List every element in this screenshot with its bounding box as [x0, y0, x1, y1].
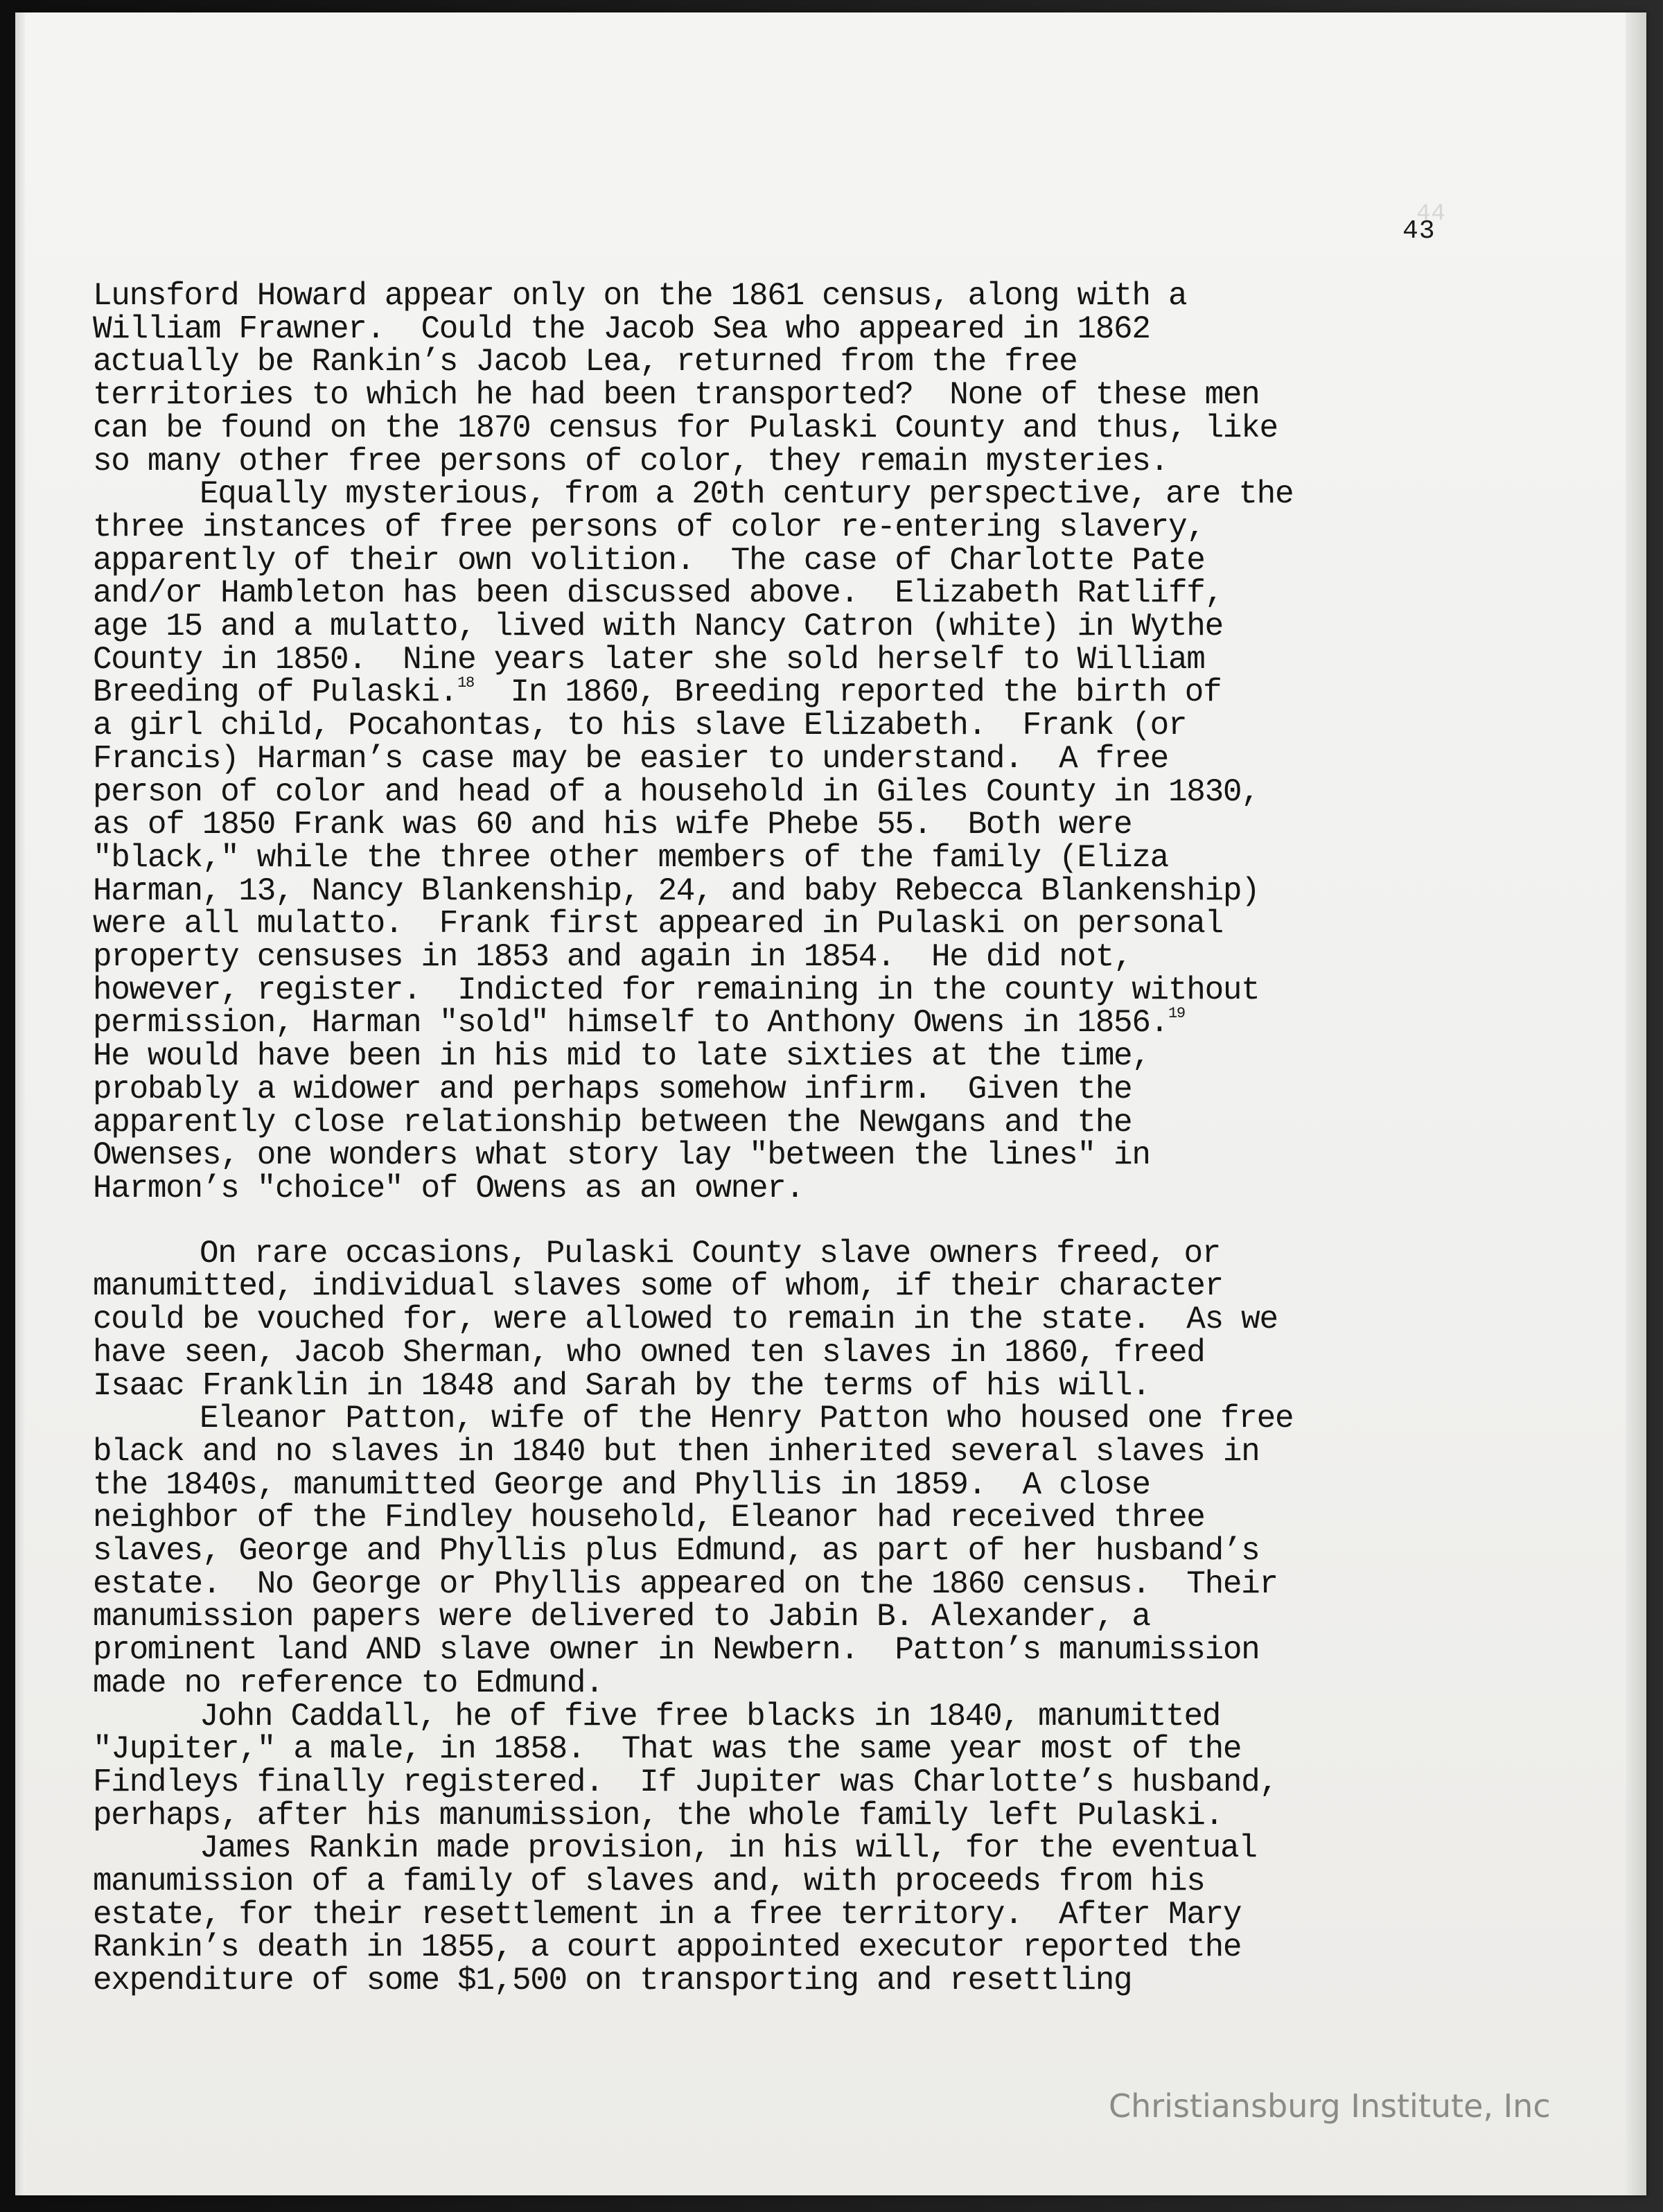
paragraph-start-line: Equally mysterious, from a 20th century perspective, are the — [200, 476, 1294, 513]
line-part: Breeding of Pulaski. — [93, 674, 458, 711]
text-line: Francis) Harman’s case may be easier to understand. A free — [93, 740, 1168, 777]
footnote-ref-19: 19 — [1168, 1005, 1185, 1023]
text-line: apparently close relationship between the Newgans and the — [93, 1104, 1132, 1141]
watermark: Christiansburg Institute, Inc — [1109, 2087, 1551, 2125]
text-line: a girl child, Pocahontas, to his slave Elizabeth. Frank (or — [93, 708, 1187, 744]
text-line: William Frawner. Could the Jacob Sea who appeared in 1862 — [93, 310, 1150, 347]
line-part: In 1860, Breeding reported the birth of — [510, 674, 1222, 711]
text-line: He would have been in his mid to late sixties at the time, — [93, 1038, 1150, 1075]
text-line: Harman, 13, Nancy Blankenship, 24, and baby Rebecca Blankenship) — [93, 872, 1260, 909]
text-line: made no reference to Edmund. — [93, 1665, 604, 1701]
text-line: the 1840s, manumitted George and Phyllis in 1859. A close — [93, 1466, 1150, 1503]
line-part — [474, 674, 511, 710]
text-line: three instances of free persons of color re-entering slavery, — [93, 509, 1205, 545]
text-line: however, register. Indicted for remaining in the county without — [93, 972, 1260, 1008]
text-line: manumission of a family of slaves and, with proceeds from his — [93, 1863, 1205, 1900]
footnote-ref-18: 18 — [457, 674, 474, 692]
text-line: manumitted, individual slaves some of whom, if their character — [93, 1268, 1223, 1305]
text-line: black and no slaves in 1840 but then inherited several slaves in — [93, 1433, 1260, 1470]
paragraph-start-line: On rare occasions, Pulaski County slave owners freed, or — [200, 1235, 1221, 1272]
text-line: estate, for their resettlement in a free territory. After Mary — [93, 1896, 1242, 1933]
text-line: expenditure of some $1,500 on transporting and resettling — [93, 1963, 1132, 1999]
text-line: person of color and head of a household in Giles County in 1830, — [93, 773, 1260, 810]
text-line: Rankin’s death in 1855, a court appointed executor reported the — [93, 1929, 1242, 1966]
text-line: manumission papers were delivered to Jabin B. Alexander, a — [93, 1599, 1150, 1635]
page-left-edge — [15, 12, 25, 2195]
text-line: County in 1850. Nine years later she sold herself to William — [93, 641, 1205, 678]
text-line: estate. No George or Phyllis appeared on the 1860 census. Their — [93, 1565, 1278, 1602]
page-number: 43 — [1402, 216, 1436, 246]
text-line: have seen, Jacob Sherman, who owned ten slaves in 1860, freed — [93, 1334, 1205, 1371]
text-line: were all mulatto. Frank first appeared in Pulaski on personal — [93, 906, 1223, 942]
text-line: property censuses in 1853 and again in 1854. He did not, — [93, 939, 1132, 976]
text-line: neighbor of the Findley household, Eleanor had received three — [93, 1500, 1205, 1536]
text-line — [93, 1007, 1479, 1040]
text-line: "black," while the three other members of the family (Eliza — [93, 839, 1168, 876]
text-line: can be found on the 1870 census for Pulaski County and thus, like — [93, 410, 1278, 446]
text-line: so many other free persons of color, they remain mysteries. — [93, 443, 1168, 480]
text-line: prominent land AND slave owner in Newbern. Patton’s manumission — [93, 1632, 1260, 1669]
paragraph-gap — [93, 1206, 1479, 1238]
text-line: could be vouched for, were allowed to remain in the state. As we — [93, 1301, 1278, 1338]
text-line: and/or Hambleton has been discussed above. Elizabeth Ratliff, — [93, 575, 1223, 612]
line-part: permission, Harman "sold" himself to Anthony Owens in 1856. — [93, 1005, 1168, 1042]
text-line: Owenses, one wonders what story lay "between the lines" in — [93, 1137, 1150, 1174]
text-line: perhaps, after his manumission, the whole family left Pulaski. — [93, 1797, 1223, 1834]
text-line: Harmon’s "choice" of Owens as an owner. — [93, 1170, 804, 1206]
text-line: actually be Rankin’s Jacob Lea, returned from the free — [93, 344, 1077, 380]
text-line: "Jupiter," a male, in 1858. That was the same year most of the — [93, 1731, 1242, 1768]
paragraph-start-line: James Rankin made provision, in his will, for the eventual — [200, 1830, 1257, 1867]
text-line: age 15 and a mulatto, lived with Nancy Catron (white) in Wythe — [93, 608, 1223, 645]
body-text — [93, 280, 1479, 1998]
text-line — [93, 676, 1479, 710]
bleed-through-page-number: 44 — [1416, 201, 1446, 227]
text-line: Findleys finally registered. If Jupiter was Charlotte’s husband, — [93, 1764, 1278, 1800]
text-line: Lunsford Howard appear only on the 1861 census, along with a — [93, 278, 1187, 314]
text-line: territories to which he had been transported? None of these men — [93, 377, 1260, 414]
text-line: Isaac Franklin in 1848 and Sarah by the terms of his will. — [93, 1367, 1150, 1404]
text-line: as of 1850 Frank was 60 and his wife Phebe 55. Both were — [93, 807, 1132, 843]
text-line: apparently of their own volition. The case of Charlotte Pate — [93, 542, 1205, 579]
text-line: probably a widower and perhaps somehow infirm. Given the — [93, 1071, 1132, 1107]
paragraph-start-line: John Caddall, he of five free blacks in 1840, manumitted — [200, 1698, 1221, 1735]
paragraph-start-line: Eleanor Patton, wife of the Henry Patton who housed one free — [200, 1401, 1294, 1437]
text-line: slaves, George and Phyllis plus Edmund, as part of her husband’s — [93, 1533, 1260, 1570]
page-right-edge — [1626, 12, 1646, 2195]
